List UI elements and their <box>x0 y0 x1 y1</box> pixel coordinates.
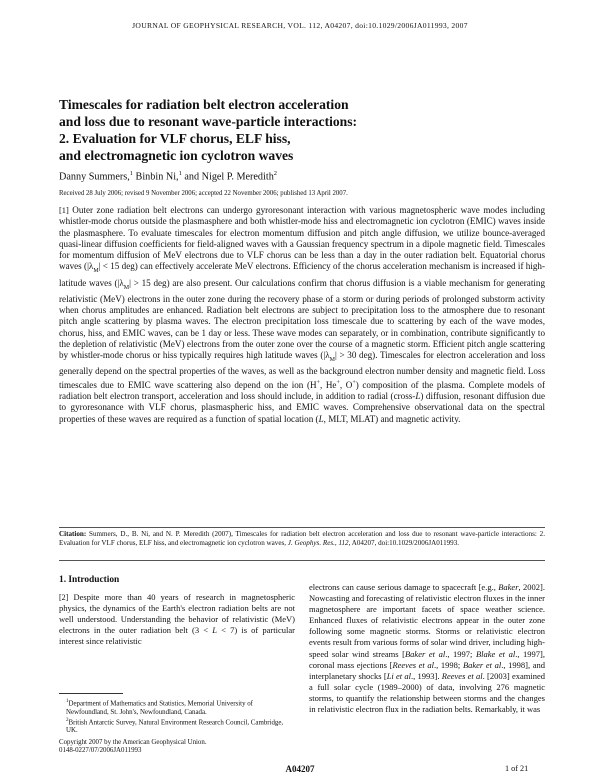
author-3-affiliation: 2 <box>273 170 278 177</box>
footer-article-id: A04207 <box>285 764 315 774</box>
citation-label: Citation: <box>59 530 87 538</box>
abstract-paragraph-number: [1] <box>59 206 69 215</box>
author-3: and Nigel P. Meredith <box>181 171 274 183</box>
title-line-2: and loss due to resonant wave-particle interactions: <box>59 114 358 129</box>
abstract: [1] Outer zone radiation belt electrons can undergo gyroresonant interaction with various magnetospheric wave modes including whistler-mode chorus outside the plasmasphere and both whistler-mode hiss and electromagnetic ion cyclotron (EMIC) waves inside the plasmasphere. To evaluate timescales for electron momentum diffusion and pitch angle diffusion, we utilize bounce-averaged quasi-linear diffusion coefficients for field-aligned waves with a Gaussian frequency spectrum in a dipole magnetic field. Timescales for momentum diffusion of MeV electrons due to VLF chorus can be less than a day in the outer radiation belt. Equatorial chorus waves ($|\lambda_M| < 15$ deg) can effectively accelerate MeV electrons. Efficiency of the chorus acceleration mechanism is increased if high-latitude waves ($|\lambda_M| > 15$ deg) are also present. Our calculations confirm that chorus diffusion is a viable mechanism for generating relativistic (MeV) electrons in the outer zone during the recovery phase of a storm or during periods of prolonged substorm activity when chorus amplitudes are enhanced. Radiation belt electrons are subject to precipitation loss to the atmosphere due to resonant pitch angle scattering by plasma waves. The electron precipitation loss timescale due to scattering by each of the wave modes, chorus, hiss, and EMIC waves, can be 1 day or less. These wave modes can separately, or in combination, contribute significantly to the depletion of relativistic (MeV) electrons from the outer zone over the course of a magnetic storm. Efficient pitch angle scattering by whistler-mode chorus or hiss typically requires high latitude waves ($|\lambda_M| > 30$ deg). Timescales for electron acceleration and loss generally depend on the spectral properties of the waves, as well as the background electron number density and magnetic field. Loss timescales due to EMIC wave scattering also depend on the ion (H+, He+, O+) composition of the plasma. Complete models of radiation belt electron transport, acceleration and loss should include, in addition to radial (cross-L) diffusion, resonant diffusion due to gyroresonance with VLF chorus, plasmaspheric hiss, and EMIC waves. Comprehensive observational data on the spectral properties of these waves are required as a function of spatial location (L, MLT, MLAT) and magnetic activity. <box>59 205 546 424</box>
citation-volume: 112 <box>338 539 349 548</box>
author-1: Danny Summers, <box>59 171 130 183</box>
copyright-notice <box>59 739 207 756</box>
title-line-1: Timescales for radiation belt electron acceleration <box>59 97 349 112</box>
article-title <box>59 96 519 164</box>
body-left-column <box>59 575 295 647</box>
title-line-3: 2. Evaluation for VLF chorus, ELF hiss, <box>59 131 291 146</box>
journal-header: JOURNAL OF GEOPHYSICAL RESEARCH, VOL. 112, A04207, doi:10.1029/2006JA011993, 2007 <box>132 21 468 30</box>
author-1-affiliation: 1 <box>129 170 133 177</box>
author-2: Binbin Ni, <box>133 171 179 183</box>
citation-bottom-rule <box>59 560 545 561</box>
issn-line: 0148-0227/07/2006JA011993 <box>59 747 142 755</box>
footnote-1: $^1$Department of Mathematics and Statistics, Memorial University of Newfoundland, St. John's, Newfoundland, Canada. <box>66 699 253 716</box>
citation-journal: J. Geophys. Res. <box>287 539 335 548</box>
body-right-column <box>309 582 545 715</box>
intro-paragraph-number: [2] <box>59 593 69 602</box>
intro-paragraph-right: electrons can cause serious damage to spacecraft [e.g., Baker, 2002]. Nowcasting and forecasting of relativistic electron fluxes in the inner magnetosphere are important facets of space weather science. Enhanced fluxes of relativistic electrons appear in the outer zone following some magnetic storms. Storms or relativistic electron events result from various forms of solar wind driver, including high-speed solar wind streams [Baker et al., 1997; Blake et al., 1997], coronal mass ejections [Reeves et al., 1998; Baker et al., 1998], and interplanetary shocks [Li et al., 1993]. Reeves et al. [2003] examined a full solar cycle (1989–2000) of data, involving 276 magnetic storms, to quantify the relationship between storms and the changes in relativistic electron flux in the radiation belts. Remarkably, it was <box>309 582 545 715</box>
title-line-4: and electromagnetic ion cyclotron waves <box>59 148 294 163</box>
author-2-affiliation: 1 <box>178 170 182 177</box>
intro-paragraph-left: [2] Despite more than 40 years of research in magnetospheric physics, the dynamics of the Earth's electron radiation belts are not well understood. Understanding the behavior of relativistic (MeV) electrons in the outer radiation belt (3 < L < 7) is of particular interest since relativistic <box>59 592 295 647</box>
footnote-2: $^2$British Antarctic Survey, Natural Environment Research Council, Cambridge, UK. <box>66 717 284 735</box>
received-dates: Received 28 July 2006; revised 9 November 2006; accepted 22 November 2006; published 13 April 2007. <box>59 190 348 197</box>
author-list <box>59 170 277 182</box>
section-heading-introduction: 1. Introduction <box>59 575 120 585</box>
affiliation-footnotes <box>59 693 295 736</box>
copyright-line: Copyright 2007 by the American Geophysical Union. <box>59 739 207 746</box>
citation-top-rule <box>59 527 545 528</box>
citation-block: Citation: Summers, D., B. Ni, and N. P. Meredith (2007), Timescales for radiation belt electron acceleration and loss due to resonant wave-particle interactions: 2. Evaluation for VLF chorus, ELF hiss, and electromagnetic ion cyclotron waves, J. Geophys. Res., 112, A04207, doi:10.1029/2006JA011993. <box>59 530 545 548</box>
footnote-rule <box>59 693 123 694</box>
footer-page-number: 1 of 21 <box>505 764 529 773</box>
